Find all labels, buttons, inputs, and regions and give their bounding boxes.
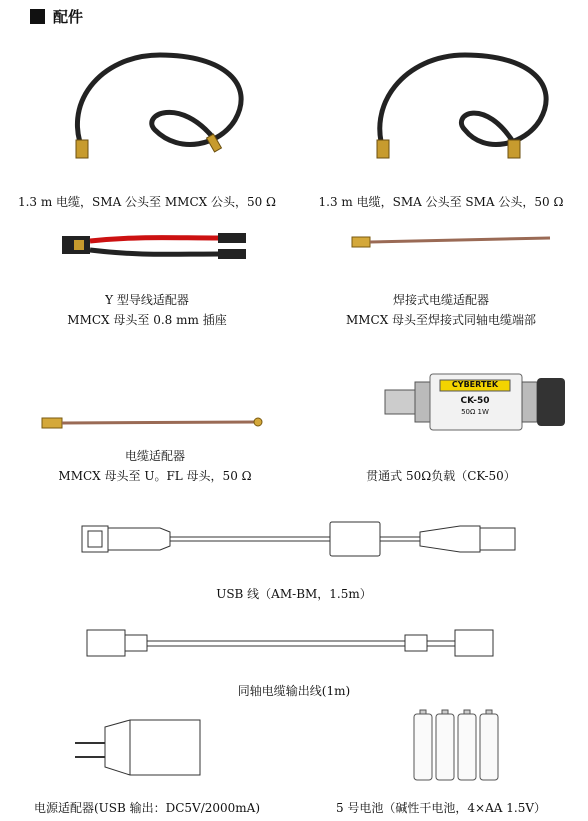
caption-5 bbox=[30, 446, 280, 486]
section-header bbox=[30, 6, 83, 27]
caption-8 bbox=[150, 681, 438, 701]
caption-5-line-2: MMCX 母头至 U。FL 母头，50 Ω bbox=[58, 469, 252, 483]
caption-7-line-1: USB 线（AM-BM，1.5m） bbox=[216, 587, 372, 601]
solder-cable-adapter-image bbox=[350, 232, 552, 252]
caption-10-line-1: 5 号电池（碱性干电池，4×AA 1.5V） bbox=[335, 801, 547, 815]
caption-9 bbox=[0, 798, 294, 818]
caption-10 bbox=[294, 798, 588, 818]
caption-6-line-1: 贯通式 50Ω负载（CK-50） bbox=[366, 469, 516, 483]
caption-4 bbox=[294, 290, 588, 330]
caption-2-line-1: 1.3 m 电缆，SMA 公头至 SMA 公头，50 Ω bbox=[318, 195, 564, 209]
section-marker-icon bbox=[30, 9, 45, 24]
caption-3-line-2: MMCX 母头至 0.8 mm 插座 bbox=[67, 313, 227, 327]
coax-output-cable-image bbox=[85, 628, 500, 658]
power-adapter-image bbox=[70, 715, 210, 780]
caption-3 bbox=[0, 290, 294, 330]
mmcx-to-ufl-adapter-image bbox=[40, 412, 265, 434]
caption-6 bbox=[294, 466, 588, 486]
caption-3-line-1: Y 型导线适配器 bbox=[105, 293, 189, 307]
sma-to-mmcx-cable-image bbox=[60, 45, 260, 175]
caption-9-line-1: 电源适配器(USB 输出：DC5V/2000mA) bbox=[33, 801, 261, 815]
caption-5-line-1: 电缆适配器 bbox=[124, 449, 185, 463]
load-brand: CYBERTEK bbox=[451, 380, 499, 389]
caption-1 bbox=[0, 192, 294, 212]
sma-to-sma-cable-image bbox=[365, 45, 565, 175]
caption-7 bbox=[150, 584, 438, 604]
usb-cable-image bbox=[80, 518, 520, 560]
caption-2 bbox=[294, 192, 588, 212]
aa-batteries-image bbox=[410, 708, 500, 783]
load-rating: 50Ω 1W bbox=[461, 408, 489, 416]
caption-4-line-2: MMCX 母头至焊接式同轴电缆端部 bbox=[345, 313, 537, 327]
y-lead-adapter-image bbox=[60, 228, 250, 264]
caption-1-line-1: 1.3 m 电缆，SMA 公头至 MMCX 公头，50 Ω bbox=[17, 195, 277, 209]
caption-8-line-1: 同轴电缆输出线(1m) bbox=[237, 684, 351, 698]
section-title: 配件 bbox=[53, 8, 84, 26]
load-model: CK-50 bbox=[460, 396, 490, 406]
caption-4-line-1: 焊接式电缆适配器 bbox=[392, 293, 489, 307]
